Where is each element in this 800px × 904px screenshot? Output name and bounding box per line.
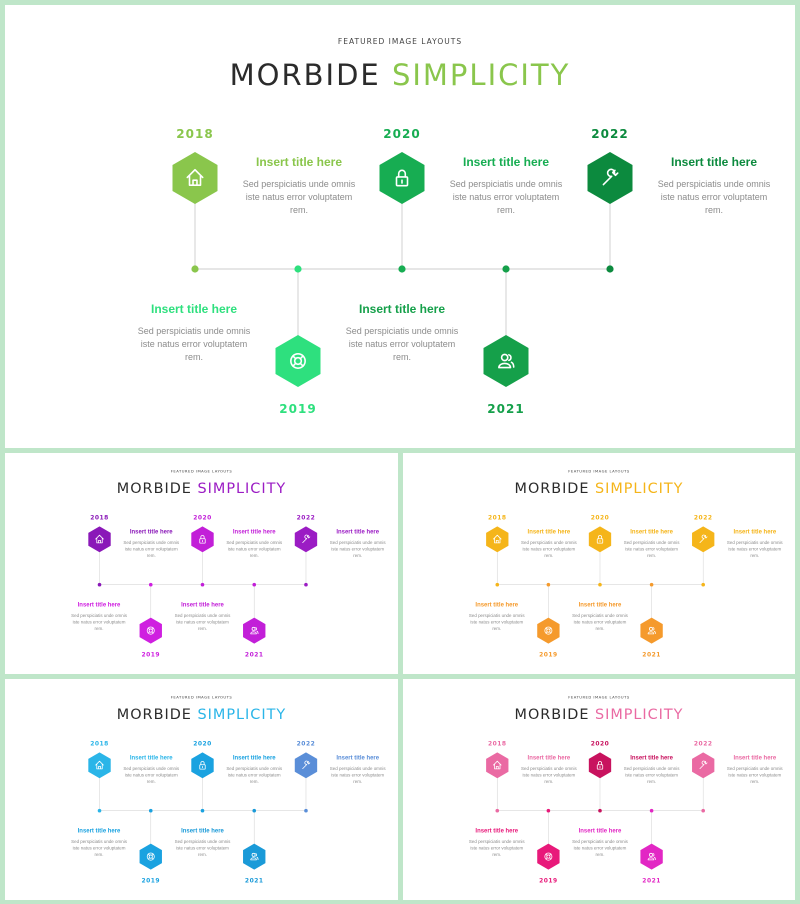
year-label: 2022 — [296, 514, 316, 522]
item-body: Sed perspiciatis unde omnis — [329, 539, 386, 545]
item-title: Insert title here — [255, 155, 343, 169]
item-body: rem. — [544, 552, 554, 558]
hexagon-shape — [173, 152, 218, 204]
item-body: Sed perspiciatis unde omnis — [137, 326, 251, 336]
hexagon-shape — [589, 526, 611, 552]
timeline-dot — [598, 583, 602, 587]
item-body: iste natus error voluptatem — [124, 772, 178, 778]
timeline-dot — [701, 583, 705, 587]
slide-pink — [403, 679, 795, 900]
year-label: 2021 — [642, 651, 661, 659]
milestone-2018 — [173, 127, 356, 273]
item-body: iste natus error voluptatem — [452, 192, 560, 202]
hexagon-badge — [486, 752, 508, 778]
item-body: iste natus error voluptatem — [176, 845, 229, 851]
hexagon-badge — [88, 526, 110, 552]
supertitle: FEATURED IMAGE LAYOUTS — [337, 37, 463, 46]
slide-canvas — [403, 679, 795, 900]
hexagon-badge — [191, 752, 213, 778]
hexagon-badge — [484, 335, 529, 387]
timeline-dot — [495, 809, 499, 813]
supertitle: FEATURED IMAGE LAYOUTS — [170, 695, 233, 700]
slide-orange — [403, 453, 795, 674]
item-title: Insert title here — [336, 529, 380, 536]
item-body: rem. — [146, 552, 156, 558]
hexagon-badge — [191, 526, 213, 552]
milestone-2022 — [588, 127, 771, 273]
item-body: iste natus error voluptatem — [573, 619, 627, 625]
timeline-dot — [598, 809, 602, 813]
item-title: Insert title here — [150, 302, 238, 316]
hexagon-shape — [276, 335, 321, 387]
item-body: iste natus error voluptatem — [331, 546, 385, 552]
item-body: Sed perspiciatis unde omnis — [226, 765, 283, 771]
hexagon-shape — [486, 752, 508, 778]
hexagon-badge — [588, 152, 633, 204]
item-body: iste natus error voluptatem — [72, 619, 126, 625]
milestone-2018 — [88, 514, 180, 586]
year-label: 2022 — [296, 740, 316, 748]
slide-canvas — [5, 453, 398, 674]
item-title: Insert title here — [527, 529, 571, 536]
hexagon-badge — [692, 752, 714, 778]
timeline-dot — [606, 265, 613, 272]
item-body: iste natus error voluptatem — [470, 619, 524, 625]
hexagon-badge — [589, 752, 611, 778]
item-title: Insert title here — [733, 529, 777, 536]
hexagon-badge — [537, 844, 559, 870]
hexagon-shape — [88, 526, 110, 552]
hexagon-shape — [486, 526, 508, 552]
item-title: Insert title here — [77, 602, 121, 609]
title-accent: SIMPLICITY — [391, 58, 571, 92]
title-dark: MORBIDE — [116, 480, 198, 497]
hexagon-shape — [380, 152, 425, 204]
item-body: rem. — [198, 626, 207, 632]
hexagon-badge — [380, 152, 425, 204]
item-body: iste natus error voluptatem — [348, 339, 456, 349]
item-body: iste natus error voluptatem — [660, 192, 768, 202]
milestone-2020 — [380, 127, 563, 273]
year-label: 2020 — [590, 740, 610, 748]
hexagon-badge — [88, 752, 110, 778]
year-label: 2020 — [590, 514, 610, 522]
hexagon-badge — [140, 618, 162, 644]
milestone-2022 — [692, 514, 783, 586]
item-body: iste natus error voluptatem — [124, 546, 178, 552]
hexagon-badge — [692, 526, 714, 552]
year-label: 2019 — [141, 651, 161, 659]
item-body: Sed perspiciatis unde omnis — [521, 765, 577, 771]
hexagon-badge — [243, 618, 265, 644]
slide-purple — [5, 453, 398, 674]
title-accent: SIMPLICITY — [197, 706, 287, 723]
item-body: Sed perspiciatis unde omnis — [572, 839, 628, 845]
timeline-dot — [304, 809, 308, 813]
item-body: Sed perspiciatis unde omnis — [123, 765, 180, 771]
slide-blue — [5, 679, 398, 900]
item-body: rem. — [353, 552, 363, 558]
item-title: Insert title here — [630, 529, 673, 536]
year-label: 2018 — [487, 514, 507, 522]
item-body: Sed perspiciatis unde omnis — [623, 539, 680, 545]
item-title: Insert title here — [358, 302, 446, 316]
timeline-dot — [547, 583, 551, 587]
milestone-2021 — [175, 809, 266, 885]
item-body: Sed perspiciatis unde omnis — [449, 179, 563, 189]
slide-canvas — [403, 453, 795, 674]
year-label: 2021 — [642, 877, 661, 885]
timeline-dot — [294, 265, 301, 272]
item-body: Sed perspiciatis unde omnis — [123, 539, 180, 545]
item-title: Insert title here — [181, 828, 224, 835]
hexagon-shape — [88, 752, 110, 778]
year-label: 2021 — [244, 877, 264, 885]
item-body: Sed perspiciatis unde omnis — [657, 179, 771, 189]
item-body: iste natus error voluptatem — [176, 619, 229, 625]
item-title: Insert title here — [232, 529, 276, 536]
timeline-dot — [547, 809, 551, 813]
item-body: rem. — [249, 778, 259, 784]
item-body: rem. — [647, 552, 657, 558]
item-body: iste natus error voluptatem — [72, 845, 126, 851]
item-title: Insert title here — [578, 602, 622, 609]
hexagon-shape — [191, 752, 213, 778]
item-body: rem. — [705, 205, 723, 215]
timeline-dot — [650, 583, 654, 587]
item-body: Sed perspiciatis unde omnis — [521, 539, 577, 545]
item-body: rem. — [185, 352, 203, 362]
timeline-dot — [701, 809, 705, 813]
title-accent: SIMPLICITY — [197, 480, 287, 497]
year-label: 2019 — [539, 877, 558, 885]
timeline-dot — [398, 265, 405, 272]
slide-title — [117, 707, 286, 723]
milestone-2020 — [589, 740, 680, 812]
milestone-2022 — [295, 514, 387, 586]
timeline-dot — [98, 583, 102, 587]
item-body: Sed perspiciatis unde omnis — [572, 613, 628, 619]
item-body: Sed perspiciatis unde omnis — [174, 839, 231, 845]
item-body: rem. — [249, 552, 259, 558]
milestone-2020 — [191, 514, 283, 586]
milestone-2020 — [589, 514, 680, 586]
timeline-dot — [149, 809, 153, 813]
item-title: Insert title here — [527, 755, 571, 762]
timeline-dot — [201, 583, 205, 587]
item-title: Insert title here — [129, 529, 173, 536]
item-title: Insert title here — [232, 755, 276, 762]
hexagon-shape — [537, 844, 559, 870]
item-body: iste natus error voluptatem — [522, 772, 576, 778]
milestone-2019 — [71, 583, 162, 659]
slide-title — [515, 707, 684, 723]
item-body: iste natus error voluptatem — [573, 845, 627, 851]
timeline-dot — [149, 583, 153, 587]
year-label: 2022 — [693, 740, 713, 748]
item-body: iste natus error voluptatem — [227, 546, 281, 552]
item-body: rem. — [290, 205, 308, 215]
item-body: iste natus error voluptatem — [728, 772, 782, 778]
year-label: 2018 — [487, 740, 507, 748]
title-dark: MORBIDE — [514, 480, 596, 497]
item-body: Sed perspiciatis unde omnis — [623, 765, 680, 771]
timeline-dot — [304, 583, 308, 587]
timeline-dot — [191, 265, 198, 272]
title-dark: MORBIDE — [229, 58, 392, 92]
milestone-2019 — [138, 265, 321, 416]
year-label: 2018 — [90, 514, 109, 522]
item-body: iste natus error voluptatem — [140, 339, 248, 349]
item-title: Insert title here — [336, 755, 380, 762]
milestone-2018 — [486, 514, 577, 586]
item-body: rem. — [393, 352, 411, 362]
item-body: Sed perspiciatis unde omnis — [71, 839, 127, 845]
item-body: Sed perspiciatis unde omnis — [242, 179, 356, 189]
item-body: rem. — [544, 778, 554, 784]
milestone-2021 — [572, 809, 663, 885]
hexagon-badge — [140, 844, 162, 870]
item-body: iste natus error voluptatem — [625, 772, 678, 778]
hexagon-badge — [640, 618, 662, 644]
hexagon-badge — [295, 752, 317, 778]
slide-title — [515, 481, 684, 497]
item-body: rem. — [497, 205, 515, 215]
item-body: Sed perspiciatis unde omnis — [226, 539, 283, 545]
item-body: rem. — [94, 626, 104, 632]
item-body: Sed perspiciatis unde omnis — [726, 765, 783, 771]
item-title: Insert title here — [578, 828, 622, 835]
item-body: rem. — [94, 852, 104, 858]
item-body: Sed perspiciatis unde omnis — [726, 539, 783, 545]
item-body: rem. — [750, 552, 760, 558]
item-body: rem. — [595, 626, 605, 632]
item-body: Sed perspiciatis unde omnis — [468, 613, 525, 619]
year-label: 2021 — [487, 402, 525, 416]
title-accent: SIMPLICITY — [595, 480, 684, 497]
item-body: rem. — [492, 852, 502, 858]
supertitle: FEATURED IMAGE LAYOUTS — [568, 695, 630, 700]
timeline-dot — [502, 265, 509, 272]
item-title: Insert title here — [475, 828, 519, 835]
item-body: Sed perspiciatis unde omnis — [174, 613, 231, 619]
year-label: 2022 — [591, 127, 629, 141]
item-title: Insert title here — [475, 602, 519, 609]
milestone-2020 — [191, 740, 283, 812]
slide-title — [117, 481, 286, 497]
item-title: Insert title here — [733, 755, 777, 762]
milestone-2018 — [88, 740, 180, 812]
hexagon-shape — [589, 752, 611, 778]
hexagon-shape — [140, 618, 162, 644]
item-body: rem. — [198, 852, 207, 858]
item-title: Insert title here — [630, 755, 673, 762]
milestone-2019 — [469, 809, 560, 885]
item-body: Sed perspiciatis unde omnis — [345, 326, 459, 336]
slide-green — [5, 5, 795, 448]
hexagon-badge — [640, 844, 662, 870]
hexagon-badge — [295, 526, 317, 552]
milestone-2022 — [295, 740, 387, 812]
slide-canvas — [5, 5, 795, 448]
timeline-dot — [98, 809, 102, 813]
item-title: Insert title here — [670, 155, 758, 169]
milestone-2019 — [71, 809, 162, 885]
year-label: 2019 — [279, 402, 317, 416]
year-label: 2019 — [539, 651, 558, 659]
year-label: 2020 — [193, 514, 212, 522]
timeline-dot — [252, 583, 256, 587]
timeline-dot — [650, 809, 654, 813]
title-accent: SIMPLICITY — [595, 706, 684, 723]
year-label: 2020 — [193, 740, 212, 748]
title-dark: MORBIDE — [116, 706, 198, 723]
milestone-2021 — [175, 583, 266, 659]
item-body: rem. — [750, 778, 760, 784]
hexagon-badge — [243, 844, 265, 870]
item-body: rem. — [492, 626, 502, 632]
item-body: iste natus error voluptatem — [227, 772, 281, 778]
item-body: iste natus error voluptatem — [625, 546, 678, 552]
item-body: rem. — [647, 778, 657, 784]
year-label: 2020 — [383, 127, 421, 141]
year-label: 2019 — [141, 877, 161, 885]
item-title: Insert title here — [129, 755, 173, 762]
slide-title — [230, 58, 571, 92]
year-label: 2021 — [244, 651, 264, 659]
year-label: 2018 — [176, 127, 214, 141]
title-dark: MORBIDE — [514, 706, 596, 723]
hexagon-badge — [589, 526, 611, 552]
supertitle: FEATURED IMAGE LAYOUTS — [170, 469, 233, 474]
hexagon-shape — [191, 526, 213, 552]
timeline-dot — [495, 583, 499, 587]
item-title: Insert title here — [462, 155, 550, 169]
item-body: rem. — [353, 778, 363, 784]
item-body: iste natus error voluptatem — [470, 845, 524, 851]
milestone-2019 — [469, 583, 560, 659]
item-title: Insert title here — [77, 828, 121, 835]
item-body: iste natus error voluptatem — [331, 772, 385, 778]
item-body: rem. — [595, 852, 605, 858]
supertitle: FEATURED IMAGE LAYOUTS — [568, 469, 630, 474]
item-title: Insert title here — [181, 602, 224, 609]
milestone-2021 — [572, 583, 663, 659]
slide-canvas — [5, 679, 398, 900]
item-body: Sed perspiciatis unde omnis — [71, 613, 127, 619]
item-body: iste natus error voluptatem — [522, 546, 576, 552]
year-label: 2022 — [693, 514, 713, 522]
milestone-2018 — [486, 740, 577, 812]
hexagon-badge — [173, 152, 218, 204]
item-body: iste natus error voluptatem — [245, 192, 353, 202]
item-body: Sed perspiciatis unde omnis — [329, 765, 386, 771]
timeline-dot — [201, 809, 205, 813]
hexagon-shape — [537, 618, 559, 644]
item-body: iste natus error voluptatem — [728, 546, 782, 552]
item-body: Sed perspiciatis unde omnis — [468, 839, 525, 845]
hexagon-shape — [140, 844, 162, 870]
timeline-dot — [252, 809, 256, 813]
year-label: 2018 — [90, 740, 109, 748]
hexagon-badge — [276, 335, 321, 387]
milestone-2021 — [346, 265, 529, 416]
item-body: rem. — [146, 778, 156, 784]
milestone-2022 — [692, 740, 783, 812]
hexagon-badge — [537, 618, 559, 644]
hexagon-badge — [486, 526, 508, 552]
